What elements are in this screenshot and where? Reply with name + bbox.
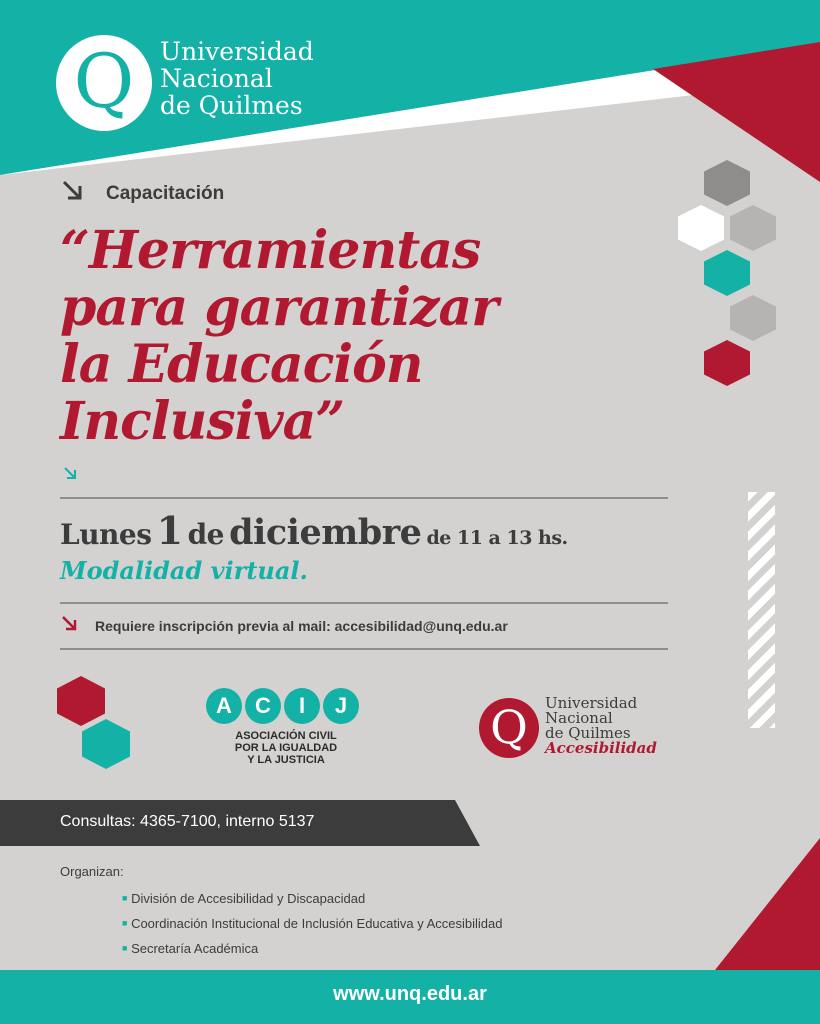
unq-accesibilidad-logo [479,698,539,758]
date-day-word: Lunes [60,518,152,551]
bullet-icon: ■ [122,943,128,953]
event-date [60,508,568,553]
unq-accesibilidad-line3: de Quilmes [545,724,631,742]
acij-name-line1: ASOCIACIÓN CIVIL [235,730,337,742]
bottom-right-red-triangle [715,838,820,970]
organizer-item [122,936,503,961]
arrow-down-right-icon [60,178,84,202]
organizers-list [122,886,503,961]
acij-letter-i: I [284,688,320,724]
unq-accesibilidad-logo-letter: Q [490,700,528,754]
divider-middle [60,602,668,604]
striped-bar [748,492,775,728]
acij-name-line3: Y LA JUSTICIA [247,754,325,766]
unq-accesibilidad-line2: Nacional [545,709,613,727]
contact-info: Consultas: 4365-7100, interno 5137 [60,813,315,830]
arrow-down-right-icon-red [60,614,78,632]
organizer-item-label: Secretaría Académica [131,941,259,956]
unq-logo [56,35,152,131]
footer-url[interactable]: www.unq.edu.ar [333,983,487,1005]
acij-letter-a: A [206,688,242,724]
registration-note: Requiere inscripción previa al mail: accesibilidad@unq.edu.ar [95,618,508,634]
acij-name-line2: POR LA IGUALDAD [234,742,338,754]
event-modality: Modalidad virtual. [60,556,308,585]
arrow-down-right-icon-teal [62,465,78,481]
unq-accesibilidad-line4: Accesibilidad [545,739,657,757]
event-title-line4: Inclusiva” [60,391,345,452]
bullet-icon: ■ [122,918,128,928]
event-title-line2: para garantizar [60,277,498,338]
divider-bottom [60,648,668,650]
unq-accesibilidad-name [545,696,657,756]
event-title-line1: “Herramientas [60,220,481,281]
university-name-line3: de Quilmes [160,91,303,120]
organizer-item [122,886,503,911]
date-number: 1 [156,508,183,553]
unq-accesibilidad-line1: Universidad [545,694,638,712]
organizer-item-label: División de Accesibilidad y Discapacidad [131,891,366,906]
acij-name [206,730,366,766]
event-kind: Capacitación [106,183,225,204]
organizer-item [122,911,503,936]
university-name-line2: Nacional [160,64,273,93]
university-name [160,38,314,119]
acij-logo [206,688,362,724]
divider-top [60,497,668,499]
date-month: diciembre [229,512,422,553]
event-title-line3: la Educación [60,334,423,395]
bullet-icon: ■ [122,893,128,903]
acij-letter-j: J [323,688,359,724]
date-de: de [187,518,224,551]
organizer-item-label: Coordinación Institucional de Inclusión Educativa y Accesibilidad [131,916,503,931]
date-time: de 11 a 13 hs. [426,527,568,549]
event-title [60,222,498,450]
acij-letter-c: C [245,688,281,724]
organizers-label: Organizan: [60,864,124,879]
unq-logo-letter: Q [73,39,135,125]
university-name-line1: Universidad [160,37,314,66]
